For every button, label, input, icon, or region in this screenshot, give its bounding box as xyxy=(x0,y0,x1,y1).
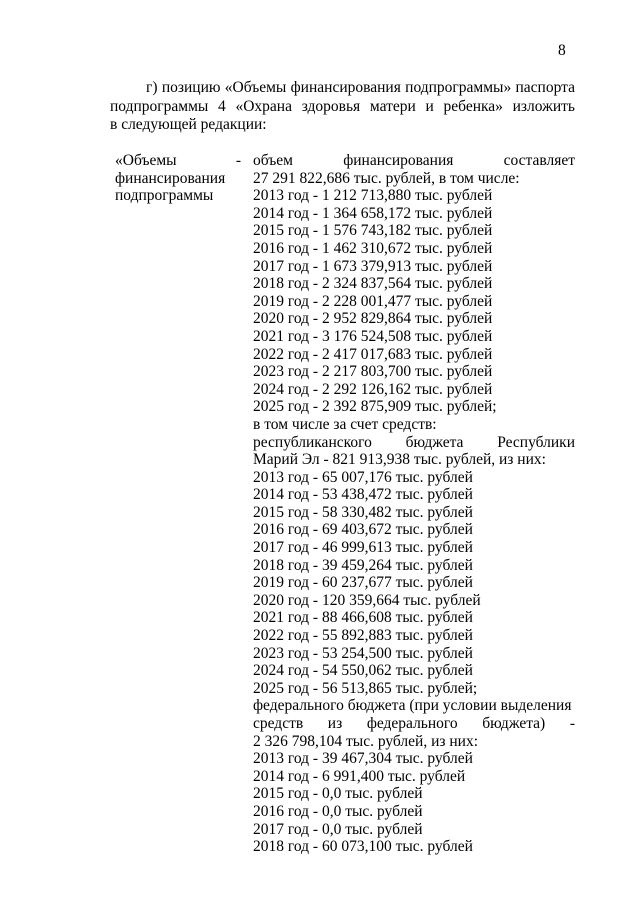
financing-line: 2013 год - 1 212 713,880 тыс. рублей xyxy=(253,187,493,205)
financing-line: 2020 год - 2 952 829,864 тыс. рублей xyxy=(253,310,493,328)
financing-line: 2014 год - 1 364 658,172 тыс. рублей xyxy=(253,204,493,222)
financing-line: 2019 год - 60 237,677 тыс. рублей xyxy=(253,574,473,592)
financing-line: 2019 год - 2 228 001,477 тыс. рублей xyxy=(253,292,493,310)
financing-line: 2013 год - 65 007,176 тыс. рублей xyxy=(253,468,473,486)
financing-line xyxy=(253,715,575,733)
financing-word: бюджета) xyxy=(482,715,546,732)
financing-line: 2024 год - 2 292 126,162 тыс. рублей xyxy=(253,380,493,398)
financing-line: 2023 год - 2 217 803,700 тыс. рублей xyxy=(253,363,493,381)
financing-line: 2021 год - 3 176 524,508 тыс. рублей xyxy=(253,327,493,345)
financing-line: 2017 год - 0,0 тыс. рублей xyxy=(253,820,423,838)
financing-word: средств xyxy=(253,715,304,732)
financing-line: 2 326 798,104 тыс. рублей, из них: xyxy=(253,732,479,750)
financing-word: - xyxy=(569,715,575,732)
financing-line: 2014 год - 6 991,400 тыс. рублей xyxy=(253,767,466,785)
financing-line: 2022 год - 2 417 017,683 тыс. рублей xyxy=(253,345,493,363)
intro-line: г) позицию «Объемы финансирования подпрограммы» паспорта xyxy=(146,79,575,96)
financing-line: 2016 год - 69 403,672 тыс. рублей xyxy=(253,521,473,539)
financing-line: федерального бюджета (при условии выделения xyxy=(253,697,572,715)
financing-line: 2024 год - 54 550,062 тыс. рублей xyxy=(253,662,473,680)
position-label-first-row xyxy=(115,152,241,170)
financing-word: республиканского xyxy=(253,433,372,451)
financing-line: 2013 год - 39 467,304 тыс. рублей xyxy=(253,750,473,768)
financing-word: финансирования xyxy=(343,152,454,169)
financing-line: 2015 год - 0,0 тыс. рублей xyxy=(253,785,423,803)
financing-line: 2017 год - 46 999,613 тыс. рублей xyxy=(253,539,473,557)
financing-line: 2018 год - 2 324 837,564 тыс. рублей xyxy=(253,275,493,293)
financing-line xyxy=(253,434,575,452)
financing-line: 2025 год - 2 392 875,909 тыс. рублей; xyxy=(253,398,497,416)
intro-paragraph xyxy=(110,79,575,135)
financing-line: 2017 год - 1 673 379,913 тыс. рублей xyxy=(253,257,493,275)
financing-line: 2020 год - 120 359,664 тыс. рублей xyxy=(253,591,481,609)
financing-line: 2022 год - 55 892,883 тыс. рублей xyxy=(253,627,473,645)
position-label xyxy=(115,152,241,205)
financing-word: составляет xyxy=(503,152,575,169)
financing-line: 2018 год - 60 073,100 тыс. рублей xyxy=(253,838,473,856)
financing-word: объем xyxy=(253,152,293,169)
financing-line: 2021 год - 88 466,608 тыс. рублей xyxy=(253,609,473,627)
financing-line: 2025 год - 56 513,865 тыс. рублей; xyxy=(253,679,478,697)
financing-line xyxy=(253,152,575,170)
financing-line: 2018 год - 39 459,264 тыс. рублей xyxy=(253,556,473,574)
financing-line: 2015 год - 1 576 743,182 тыс. рублей xyxy=(253,222,493,240)
intro-line: в следующей редакции: xyxy=(110,116,267,133)
financing-word: из xyxy=(327,715,343,732)
financing-line: в том числе за счет средств: xyxy=(253,415,437,433)
position-label-line: финансирования xyxy=(115,169,226,187)
position-label-line: «Объемы xyxy=(115,152,177,169)
financing-line: 2016 год - 0,0 тыс. рублей xyxy=(253,802,423,820)
financing-line: 2014 год - 53 438,472 тыс. рублей xyxy=(253,486,473,504)
intro-line: подпрограммы 4 «Охрана здоровья матери и ребенка» изложить xyxy=(110,97,575,115)
page-number: 8 xyxy=(558,42,566,59)
financing-line: 2023 год - 53 254,500 тыс. рублей xyxy=(253,644,473,662)
financing-word: Республики xyxy=(497,433,575,451)
position-label-line: подпрограммы xyxy=(115,187,214,205)
position-label-dash: - xyxy=(235,152,241,169)
financing-word: федерального xyxy=(366,715,458,732)
financing-line: 2016 год - 1 462 310,672 тыс. рублей xyxy=(253,239,493,257)
financing-word: бюджета xyxy=(405,433,464,451)
financing-line: 2015 год - 58 330,482 тыс. рублей xyxy=(253,503,473,521)
financing-line: Марий Эл - 821 913,938 тыс. рублей, из них: xyxy=(253,451,546,469)
financing-line: 27 291 822,686 тыс. рублей, в том числе: xyxy=(253,169,520,187)
financing-values xyxy=(253,152,575,856)
